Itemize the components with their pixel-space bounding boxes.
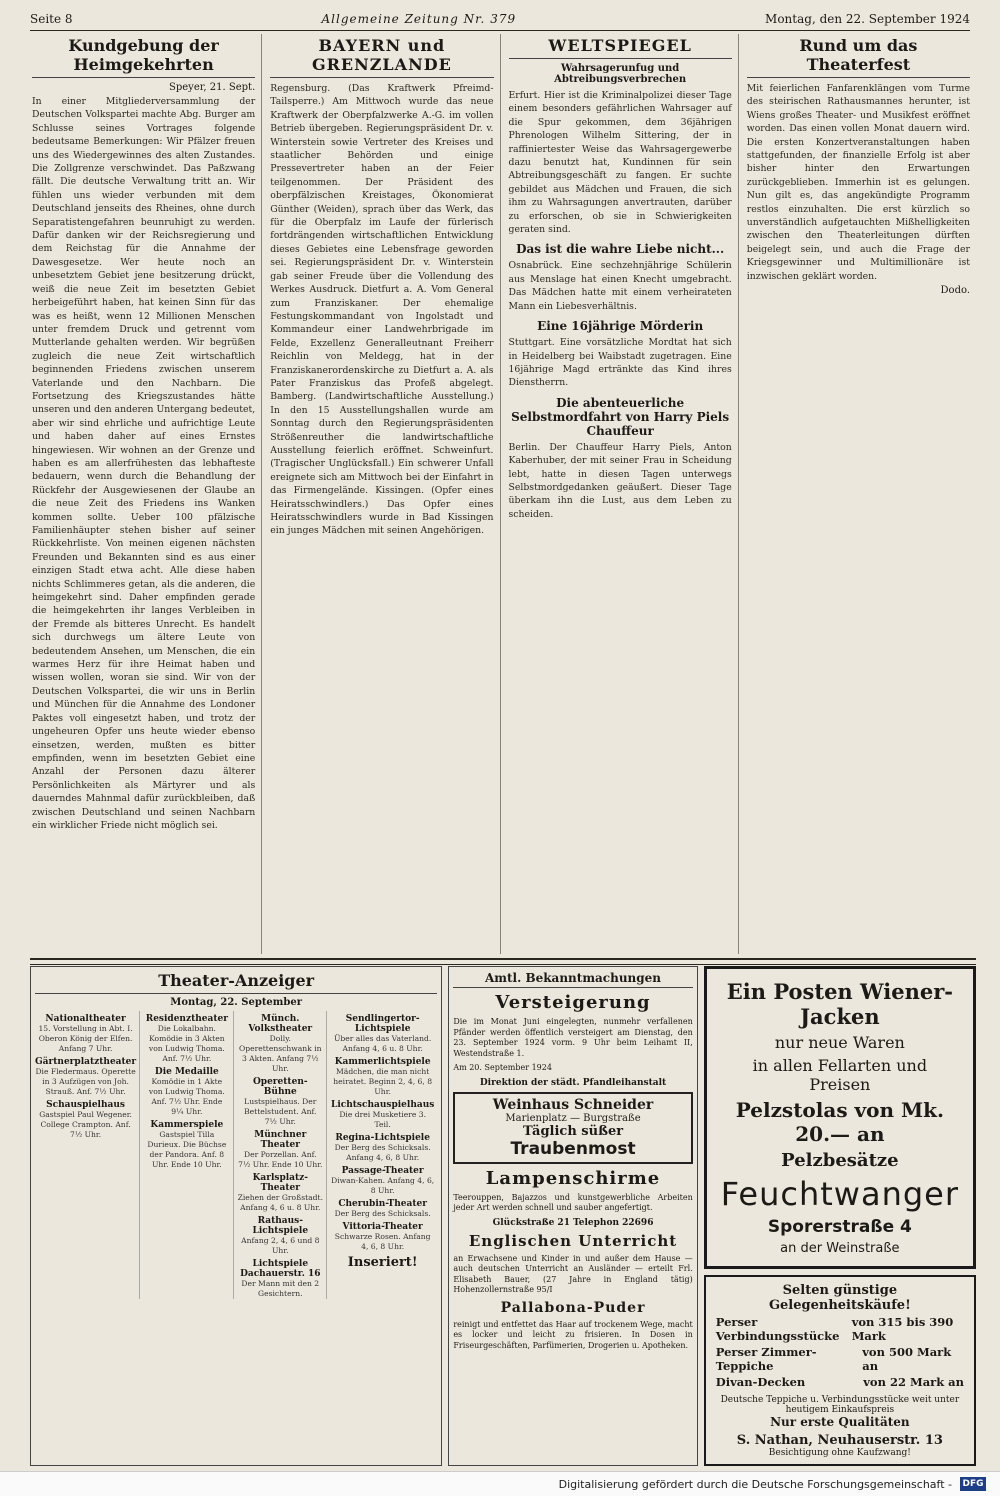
venue-name: Gärtnerplatztheater (35, 1057, 137, 1067)
venue-program: Gastspiel Tilla Durieux. Die Büchse der Pandora. Anf. 8 Uhr. Ende 10 Uhr. (147, 1130, 227, 1169)
venue-program: Schwarze Rosen. Anfang 4, 6, 8 Uhr. (334, 1232, 431, 1251)
venue-name: Vittoria-Theater (342, 1222, 423, 1232)
price-value: von 22 Mark an (863, 1375, 964, 1389)
inserat-callout: Inseriert! (347, 1255, 418, 1270)
venue-name: Die Medaille (154, 1067, 219, 1077)
venue-name: Kammerspiele (150, 1120, 224, 1130)
article-body: Regensburg. (Das Kraftwerk Pfreimd-Tailsperre.) Am Mittwoch wurde das neue Kraftwerk der Oberpfalzwerke A.-G. im vollen Betrieb übergeben. Regierungspräsident Dr. v. Winterstein sowie Vertreter des Kreises und staatlicher Behörden und einige Pressevertreter haben an der Feier teilgenommen. Der Präsident des oberpfälzischen Kreistages, Ökonomierat Günther (Weiden), sprach über das Werk, das für die Oberpfalz im Laufe der fürlerisch fortdrängenden wirtschaftlichen Entwicklung dieses Gebietes eine Lebensfrage geworden sei. Regierungspräsident Dr. v. Winterstein gab seiner Freude über die Vollendung des Werkes Ausdruck. Dietfurt a. A. Vom General zum Franziskaner. Der ehemalige Festungskommandant von Ingolstadt und Kommandeur einer Landwehrbrigade im Felde, Exzellenz Generalleutnant Freiherr Reichlin von Meldegg, hat in der Franziskanerordenskirche zu Dietfurt a. A. als Pater Franziskus das Profeß abgelegt. Bamberg. (Landwirtschaftliche Ausstellung.) In den 15 Ausstellungshallen wurde am Sonntag durch den Regierungspräsidenten Strößenreuther die landwirtschaftliche Ausstellung feierlich eröffnet. Schweinfurt. (Tragischer Unglücksfall.) Ein schwerer Unfall ereignete sich am Mittwoch bei der Einfahrt in das Firmengelände. Kissingen. (Opfer eines Heiratsschwindlers.) Das Opfer eines Heiratsschwindlers wurde in Bad Kissingen ein junges Mädchen mit seinen Angehörigen. (270, 83, 494, 537)
article-body: Berlin. Der Chauffeur Harry Piels, Anton Kaberhuber, der mit seiner Frau in Scheidung lebt, hatte in diesen Tagen unterwegs Selbstmordgedanken geäußert. Dieser Tage überkam ihn die Lust, aus dem Leben zu scheiden. (508, 441, 732, 520)
page-header (30, 8, 970, 31)
price-row (716, 1345, 964, 1373)
article-headline: Das ist die wahre Liebe nicht... (516, 242, 725, 257)
ad-note: Deutsche Teppiche u. Verbindungsstücke weit unter heutigem Einkaufspreis (720, 1395, 960, 1415)
right-advertisements (704, 966, 976, 1466)
advertisement-section (30, 966, 976, 1466)
article-body: In einer Mitgliederversammlung der Deutschen Volkspartei machte Abg. Burger am Schlusse seines Vortrages folgende bedeutsame Bemerkungen: Wir Pfälzer freuen uns des Wiedergewinnes des alten Zustandes. Die Zollgrenze verschwindet. Das Paßzwang fällt. Die deutsche Verwaltung tritt an. Wir fühlen uns wieder verbunden mit dem Deutschland jenseits des Rheines, ohne durch Separatistengefahren beunruhigt zu werden. Dafür danken wir der Reichsregierung und dem Reichstag für die Annahme der Dawesgesetze. Wer heute noch an unbesetztem Gebiet jene besitzerung drückt, weiß die neue Zeit im besetzten Gebiet herbeigeführt haben, hat keinen Sinn für das was es heißt, wenn 12 Millionen Menschen unter fremdem Druck und getrennt vom Mutterlande gehalten werden. Wir begrüßen zugleich die neue Zeit wirtschaftlich beginnenden Friedens zwischen unserem Vaterlande und den Nachbarn. Die Fortsetzung des Kriegszustandes hätte unseren und den anderen Untergang bedeutet, aber wir sind ehrliche und aufrichtige Leute und haben daher auf eines Ernstes hingewiesen. Wir wohnen an der Grenze und haben es am allerfrühesten das lebhafteste bedauern, wenn durch die Behandlung der Rückfehr der Ausgewiesenen der Glaube an die neue Zeit des Friedens ins Wanken kommen sollte. Ueber 100 pfälzische Familienhäupter stehen bisher auf seiner Rückkehrliste. Von meinen eigenen nächsten Freunden und Bekannten sind es aus einer einzigen Stadt etwa acht. Alle diese haben nichts Schlimmeres getan, als die anderen, die heimgekehrt sind. Daher empfinden gerade die heimgekehrten ihr langes Verbleiben in der Fremde als bitteres Unrecht. Es handelt sich durchwegs um ältere Leute von bedeutendem Ansehen, um Menschen, die ein warmes Herz für ihre Heimat haben und wissen wollen, woran sie sind. Wir von der Deutschen Volkspartei, die wir uns in Berlin und München für die Annahme des Londoner Paktes voll eingesetzt haben, und trotz der ungeheuren Opfer uns heute wieder ebenso einsetzen, werden, mußten es bitter empfinden, wenn im besetzten Gebiet eine Anzahl der Personen dazu älterer Persönlichkeiten als Märtyrer und als dauerndes Mahnmal dafür zurückbleiben, daß zwischen Deutschland und seinen Nachbarn ein wirklicher Friede nicht möglich sei. (32, 96, 256, 831)
venue-name: Regina-Lichtspiele (335, 1133, 430, 1143)
price-value: von 315 bis 390 Mark (851, 1315, 954, 1343)
dfg-logo-icon: DFG (960, 1477, 986, 1491)
venue-name: Nationaltheater (45, 1014, 126, 1024)
ad-line: nur neue Waren (774, 1033, 905, 1052)
article-body: Erfurt. Hier ist die Kriminalpolizei dieser Tage einem besonders gefährlichen Wahrsager auf die Spur gekommen, dem 36jährigen Phrenologen Wilhelm Sittering, der in raffiniertester Weise das Wahrsagergewerbe dazu benutzt hat, Kundinnen für sein Abtreibungsgeschäft zu fangen. Er suchte gebildet aus Mädchen und Frauen, die sich ihm zu Wahrsagungen anvertrauten, darüber zu erforschen, ob sie in Schwierigkeiten geraten sind. (508, 90, 732, 236)
venue-name: Karlsplatz-Theater (252, 1173, 308, 1193)
auction-title: Versteigerung (495, 992, 651, 1013)
article-body: Osnabrück. Eine sechzehnjährige Schülerin aus Menslage hat einen Knecht umgebracht. Das Mädchen hatte mit einem verheirateten Mann ein Liebesverhältnis. (508, 260, 732, 312)
venue-program: Lustspielhaus. Der Bettelstudent. Anf. 7½ Uhr. (244, 1097, 317, 1126)
article-subtitle: Wahrsagerunfug und Abtreibungsverbrechen (554, 63, 687, 85)
venue-name: Operetten-Bühne (252, 1077, 308, 1097)
article-dateline: Speyer, 21. Sept. (169, 82, 256, 93)
price-value: von 500 Mark an (862, 1345, 952, 1373)
venue-program: Gastspiel Paul Wegener. College Crampton. Anf. 7½ Uhr. (39, 1110, 132, 1139)
lampen-text: Teerouppen, Bajazzos und kunstgewerbliche Arbeiten jeder Art werden schnell und sauber angefertigt. (453, 1192, 693, 1212)
column-weltspiegel (507, 34, 739, 954)
venue-program: Mädchen, die man nicht heiratet. Beginn 2, 4, 6, 8 Uhr. (333, 1067, 433, 1096)
footer-text: Digitalisierung gefördert durch die Deutsche Forschungsgemeinschaft - (558, 1477, 952, 1491)
ad-line: in allen Fellarten und Preisen (752, 1056, 928, 1094)
venue-name: Cherubin-Theater (338, 1199, 427, 1209)
article-title: Rund um das Theaterfest (747, 36, 970, 78)
column-bayern (268, 34, 500, 954)
venue-name: Münchner Theater (254, 1130, 307, 1150)
weinhaus-ad (453, 1092, 692, 1164)
venue-name: Rathaus-Lichtspiele (252, 1216, 309, 1236)
pallabona-title: Pallabona-Puder (500, 1299, 646, 1316)
ad-line: Pelzbesätze (781, 1150, 899, 1171)
article-title: Kundgebung der Heimgekehrten (32, 36, 255, 78)
weinhaus-address: Marienplatz — Burgstraße (505, 1112, 641, 1124)
englisch-text: an Erwachsene und Kinder in und außer dem Hause — auch deutschen Unterricht an Ausländer — erteilt Frl. Elisabeth Bauer, (27 Jahre in England tätig) Hohenzollernstraße 95/I (453, 1253, 693, 1294)
pallabona-text: reinigt und entfettet das Haar auf trockenem Wege, macht es locker und leicht zu frisieren. In Dosen in Friseurgeschäften, Parfümerien, Drogerien u. Apotheken. (453, 1319, 693, 1350)
article-headline: Die abenteuerliche Selbstmordfahrt von Harry Piels Chauffeur (511, 395, 730, 438)
price-item: Divan-Decken (715, 1375, 806, 1389)
price-item: Perser Zimmer-Teppiche (715, 1345, 817, 1373)
article-columns (30, 34, 976, 954)
venue-program: Dolly. Operettenschwank in 3 Akten. Anfang 7½ Uhr. (239, 1034, 322, 1073)
ad-offer: Pelzstolas von Mk. 20.— an (735, 1098, 944, 1146)
theater-listing (30, 966, 442, 1466)
venue-program: Ziehen der Großstadt. Anfang 4, 6 u. 8 Uhr. (237, 1193, 323, 1212)
venue-program: Der Porzellan. Anf. 7½ Uhr. Ende 10 Uhr. (238, 1150, 323, 1169)
venue-name: Schauspielhaus (46, 1100, 125, 1110)
theater-column (35, 1011, 140, 1299)
section-title: BAYERN und GRENZLANDE (270, 36, 493, 78)
venue-program: Anfang 2, 4, 6 und 8 Uhr. (241, 1236, 320, 1255)
weinhaus-slogan: Täglich süßer (522, 1123, 624, 1139)
venue-program: 15. Vorstellung in Abt. I. Oberon König der Elfen. Anfang 7 Uhr. (38, 1024, 133, 1053)
price-row (716, 1375, 964, 1389)
ad-address: Sporerstraße 4 (767, 1217, 912, 1237)
theater-date: Montag, 22. September (170, 997, 303, 1008)
section-title: WELTSPIEGEL (509, 36, 732, 59)
price-item: Perser Verbindungsstücke (715, 1315, 840, 1343)
venue-program: Komödie in 1 Akte von Ludwig Thoma. Anf. 7½ Uhr. Ende 9¼ Uhr. (148, 1077, 225, 1116)
venue-name: Lichtschauspielhaus (331, 1100, 435, 1110)
article-headline: Eine 16jährige Mörderin (537, 319, 704, 334)
newspaper-name: Allgemeine Zeitung Nr. 379 (321, 12, 517, 26)
ad-firm-address: S. Nathan, Neuhauserstr. 13 (736, 1433, 943, 1448)
section-divider (30, 958, 976, 965)
venue-program: Über alles das Vaterland. Anfang 4, 6 u. 8 Uhr. (334, 1034, 432, 1053)
weinhaus-product: Traubenmost (510, 1138, 636, 1159)
ad-headline: Selten günstige Gelegenheitskäufe! (768, 1283, 911, 1313)
weinhaus-name: Weinhaus Schneider (492, 1096, 654, 1113)
venue-program: Die Lokalbahn. Komödie in 3 Akten von Ludwig Thoma. Anf. 7½ Uhr. (148, 1024, 225, 1063)
ad-firm-name: Feuchtwanger (720, 1175, 959, 1213)
article-body: Stuttgart. Eine vorsätzliche Mordtat hat sich in Heidelberg bei Waibstadt zugetragen. Eine 16jährige Magd ertränkte das Kind ihres Dienstherrn. (508, 337, 732, 389)
venue-program: Der Mann mit den 2 Gesichtern. (241, 1279, 320, 1298)
feuchtwanger-ad (704, 966, 976, 1269)
official-notices (448, 966, 697, 1466)
ad-quality: Nur erste Qualitäten (770, 1415, 910, 1429)
auction-text: Die im Monat Juni eingelegten, nunmehr verfallenen Pfänder werden öffentlich versteigert am Dienstag, den 23. September 1924 vorm. 9 Uhr beim Leihamt II, Westendstraße 1. (453, 1017, 693, 1058)
venue-program: Diwan-Kahen. Anfang 4, 6, 8 Uhr. (331, 1176, 435, 1195)
issue-date: Montag, den 22. September 1924 (765, 12, 970, 26)
auction-date: Am 20. September 1924 (453, 1063, 552, 1072)
article-body: Mit feierlichen Fanfarenklängen vom Turme des steirischen Rathausmannes herunter, ist Wiens großes Theater- und Musikfest eröffnet worden. Das einen vollen Monat dauern wird. Die ersten Konzertveranstaltungen haben stattgefunden, der finanzielle Erfolg ist aber bisher hinter den Erwartungen zurückgeblieben. Immerhin ist es gelungen. Nun gilt es, das angekündigte Programm restlos einzuhalten. Die erst kürzlich so unverständlich aufgetauchten Mißhelligkeiten zwischen den Theaterleitungen dürften beigelegt sein, und auch die Frage der Kriegsgewinner und Multimillionäre ist inzwischen geklärt worden. (746, 83, 970, 282)
englisch-title: Englischen Unterricht (468, 1231, 678, 1250)
theater-grid (35, 1011, 437, 1299)
venue-program: Der Berg des Schicksals. (334, 1209, 431, 1218)
theater-column (238, 1011, 327, 1299)
venue-name: Lichtspiele Dachauerstr. 16 (240, 1259, 321, 1279)
venue-name: Kammerlichtspiele (334, 1057, 431, 1067)
theater-title: Theater-Anzeiger (35, 971, 437, 994)
venue-name: Residenztheater (145, 1014, 228, 1024)
venue-name: Sendlingertor-Lichtspiele (345, 1014, 420, 1034)
digitization-footer (0, 1471, 1000, 1496)
column-theaterfest (745, 34, 976, 954)
venue-name: Passage-Theater (341, 1166, 424, 1176)
price-row (716, 1315, 964, 1343)
theater-column (144, 1011, 233, 1299)
auction-authority: Direktion der städt. Pfandleihanstalt (479, 1077, 667, 1088)
theater-column (331, 1011, 437, 1299)
article-signature: Dodo. (940, 285, 970, 297)
ad-note: Besichtigung ohne Kaufzwang! (768, 1448, 911, 1458)
venue-program: Der Berg des Schicksals. Anfang 4, 6, 8 Uhr. (334, 1143, 431, 1162)
ad-headline: Ein Posten Wiener-Jacken (726, 979, 953, 1029)
lampen-title: Lampenschirme (485, 1167, 661, 1189)
venue-program: Die drei Musketiere 3. Teil. (339, 1110, 426, 1129)
page-number: Seite 8 (30, 12, 73, 26)
nathan-carpet-ad (704, 1275, 976, 1466)
column-heimgekehrten (30, 34, 262, 954)
lampen-contact: Glückstraße 21 Telephon 22696 (492, 1217, 654, 1228)
venue-program: Die Fledermaus. Operette in 3 Aufzügen von Joh. Strauß. Anf. 7½ Uhr. (35, 1067, 136, 1096)
notices-title: Amtl. Bekanntmachungen (453, 971, 692, 988)
venue-name: Münch. Volkstheater (248, 1014, 313, 1034)
ad-address-note: an der Weinstraße (780, 1241, 900, 1256)
